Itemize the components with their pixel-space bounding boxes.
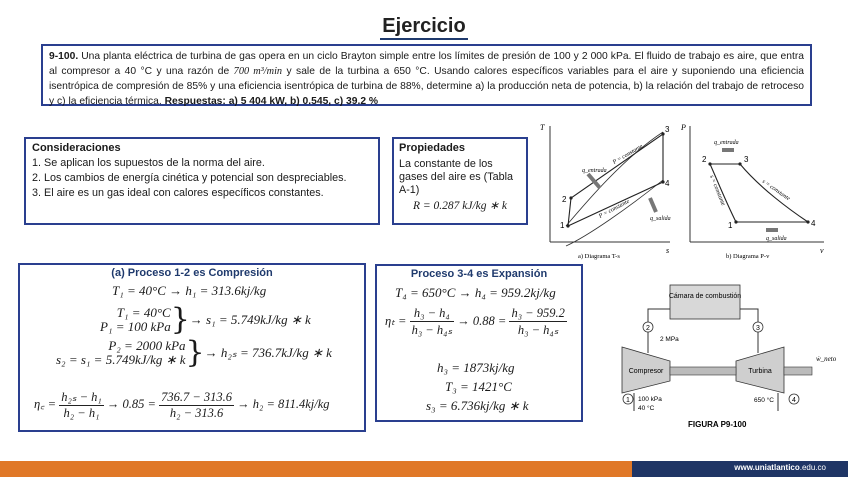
ts-diagram (538, 118, 678, 260)
node-2-label: 2 (646, 325, 650, 332)
fraction-4: $\frac{\text{h₃ − 959.2}}{\text{h₃ − h₄ₛ}}$ (511, 306, 565, 337)
eq-t3: T₃ = 1421°C (445, 379, 512, 394)
pv-q-out-label: q_salida (766, 236, 787, 242)
problem-statement (41, 44, 812, 106)
problem-text-b: y sale de la turbina a 650 °C. Usando calores específicos variables para el aire y suponiendo una eficiencia isentrópica de compresión de 85% y una eficiencia isentrópica de turbina de 88%, determine a) la producción neta de potencia, b) la relación del trabajo de retroceso y c) la eficiencia térmica. (49, 66, 804, 107)
properties-title: Propiedades (399, 142, 466, 154)
inlet-temp-label: 40 °C (638, 405, 655, 412)
eq-h2s-result: → h₂ₛ = 736.7kJ/kg ∗ k (204, 345, 332, 360)
ts-caption: a) Diagrama T-s (578, 253, 620, 260)
properties-box (392, 137, 528, 225)
pv-isentrope-right-label: s = constante (760, 178, 791, 203)
pv-point-4 (806, 220, 809, 223)
eq-turbine-efficiency: ηₜ = $\frac{\text{h₃ − h₄}}{\text{h₃ − h₄ₛ}}$ → 0.88 = $\frac{\text{h₃ − 959.2}}{\text{h₃ − h₄ₛ}}$ (385, 306, 565, 337)
ts-label-1: 1 (560, 221, 565, 230)
ts-point-1 (566, 224, 569, 227)
problem-answers: Respuestas: a) 5 404 kW, b) 0.545, c) 39.2 % (164, 96, 379, 107)
considerations-list (32, 157, 372, 199)
shaft-output (784, 367, 812, 375)
pv-label-2: 2 (702, 155, 707, 164)
pv-q-in-label: q_entrada (714, 140, 739, 146)
pv-cycle (710, 164, 808, 222)
footer-url[interactable]: www.uniatlantico.edu.co (734, 463, 826, 472)
fraction-2: $\frac{736.7 - 313.6}{\text{h₂ − 313.6}}$ (161, 389, 233, 420)
pv-axis-y-label: P (681, 123, 686, 132)
ts-axis-y-label: T (540, 123, 545, 132)
ts-axis-x-label: s (666, 246, 670, 255)
process-1-2-box (18, 263, 366, 432)
gas-constant-equation: R = 0.287 kJ/kg ∗ k (412, 200, 508, 212)
properties-text: La constante de los gases del aire es (Tabla A-1) (399, 158, 514, 196)
page-title: Ejercicio (0, 15, 848, 38)
ts-isobar-low-label: P = constante (598, 198, 631, 220)
ts-q-out-arrow (650, 198, 656, 212)
ts-q-in-label: q_entrada (582, 168, 607, 174)
eq-t1: T₁ = 40°C (116, 305, 171, 320)
node-4-label: 4 (792, 397, 796, 404)
eq-h2s-group: P₂ = 2000 kPa s₂ = s₁ = 5.749kJ/kg ∗ k }→ h₂ₛ = 736.7kJ/kg ∗ k (56, 335, 332, 370)
shaft (670, 367, 736, 375)
eq-s1-result: → s₁ = 5.749kJ/kg ∗ k (189, 312, 311, 327)
ts-isobar-high-label: P = constante (612, 143, 645, 166)
ts-q-in-arrow (588, 174, 600, 188)
eq-h1: T₁ = 40°C → h₁ = 313.6kj/kg (112, 283, 267, 298)
eq-s1-group: T₁ = 40°C P₁ = 100 kPa }→ s₁ = 5.749kJ/kg ∗ k (100, 302, 311, 337)
consideration-item: 1. Se aplican los supuestos de la norma del aire. (32, 157, 265, 169)
process-1-2-title: (a) Proceso 1-2 es Compresión (111, 267, 273, 279)
ts-q-out-label: q_salida (650, 216, 671, 222)
node-1-label: 1 (626, 397, 630, 404)
combustion-chamber (670, 285, 740, 319)
consideration-item: 2. Los cambios de energía cinética y potencial son despreciables. (32, 172, 347, 184)
pv-axis-x-label: v (820, 246, 824, 255)
ts-label-2: 2 (562, 195, 567, 204)
footer-orange-bar (0, 461, 632, 477)
pv-label-3: 3 (744, 155, 749, 164)
ts-isobar-low (566, 180, 663, 246)
flow-rate: 700 m³/min (233, 66, 283, 77)
eq-s2: s₂ = s₁ = 5.749kJ/kg ∗ k (56, 352, 186, 367)
pv-point-1 (734, 220, 737, 223)
turbine-label: Turbina (748, 368, 772, 375)
pv-label-4: 4 (811, 219, 816, 228)
gas-turbine-plant-figure (608, 281, 836, 431)
w-net-label: ẇ_neto (816, 355, 836, 363)
consideration-item: 3. El aire es un gas ideal con calores específicos constantes. (32, 187, 324, 199)
eq-compressor-efficiency: η꜀ = $\frac{\text{h₂ₛ − h₁}}{\text{h₂ − h₁}}$ → 0.85 = $\frac{736.7 - 313.6}{\text{h₂ − 313.6}}$ → h₂ = 811.4kj/kg (34, 389, 330, 420)
pv-diagram (680, 118, 830, 260)
eq-h3: h₃ = 1873kj/kg (437, 360, 515, 375)
problem-text-a: Una planta eléctrica de turbina de gas opera en un ciclo Brayton simple entre los límites de presión de 100 y 2 000 kPa. El fluido de trabajo es aire, que entra al compresor a 40 °C y una razón de (49, 51, 804, 77)
inlet-pressure-label: 100 kPa (638, 396, 662, 403)
problem-number: 9-100. (49, 51, 79, 62)
pv-point-3 (738, 162, 741, 165)
eq-h4: T₄ = 650°C → h₄ = 959.2kj/kg (395, 285, 556, 300)
eq-s3: s₃ = 6.736kj/kg ∗ k (426, 398, 529, 413)
pv-isentrope-left-label: s = constante (708, 174, 726, 207)
ts-label-3: 3 (665, 125, 670, 134)
ts-cycle (568, 134, 663, 226)
compressor-label: Compresor (628, 368, 664, 375)
ts-label-4: 4 (665, 179, 670, 188)
process-3-4-box (375, 264, 583, 422)
figure-caption: FIGURA P9-100 (688, 420, 747, 429)
node-3-label: 3 (756, 325, 760, 332)
fraction-1: $\frac{\text{h₂ₛ − h₁}}{\text{h₂ − h₁}}$ (61, 390, 102, 420)
eq-h2-result: → h₂ = 811.4kj/kg (237, 396, 330, 411)
pv-point-2 (708, 162, 711, 165)
considerations-title: Consideraciones (32, 142, 121, 154)
pressure-high-label: 2 MPa (660, 336, 679, 343)
ts-point-2 (569, 196, 572, 199)
eta-c-label: η꜀ = (34, 396, 57, 411)
outlet-temp-label: 650 °C (754, 397, 774, 404)
eq-p1: P₁ = 100 kPa (100, 319, 171, 334)
eta-t-label: ηₜ = (385, 313, 407, 328)
fraction-3: $\frac{\text{h₃ − h₄}}{\text{h₃ − h₄ₛ}}$ (411, 306, 453, 337)
pv-caption: b) Diagrama P-v (726, 253, 770, 260)
pv-label-1: 1 (728, 221, 733, 230)
considerations-box (24, 137, 380, 225)
process-3-4-title: Proceso 3-4 es Expansión (410, 268, 548, 280)
chamber-label: Cámara de combustión (668, 293, 742, 300)
eq-p2: P₂ = 2000 kPa (108, 338, 186, 353)
